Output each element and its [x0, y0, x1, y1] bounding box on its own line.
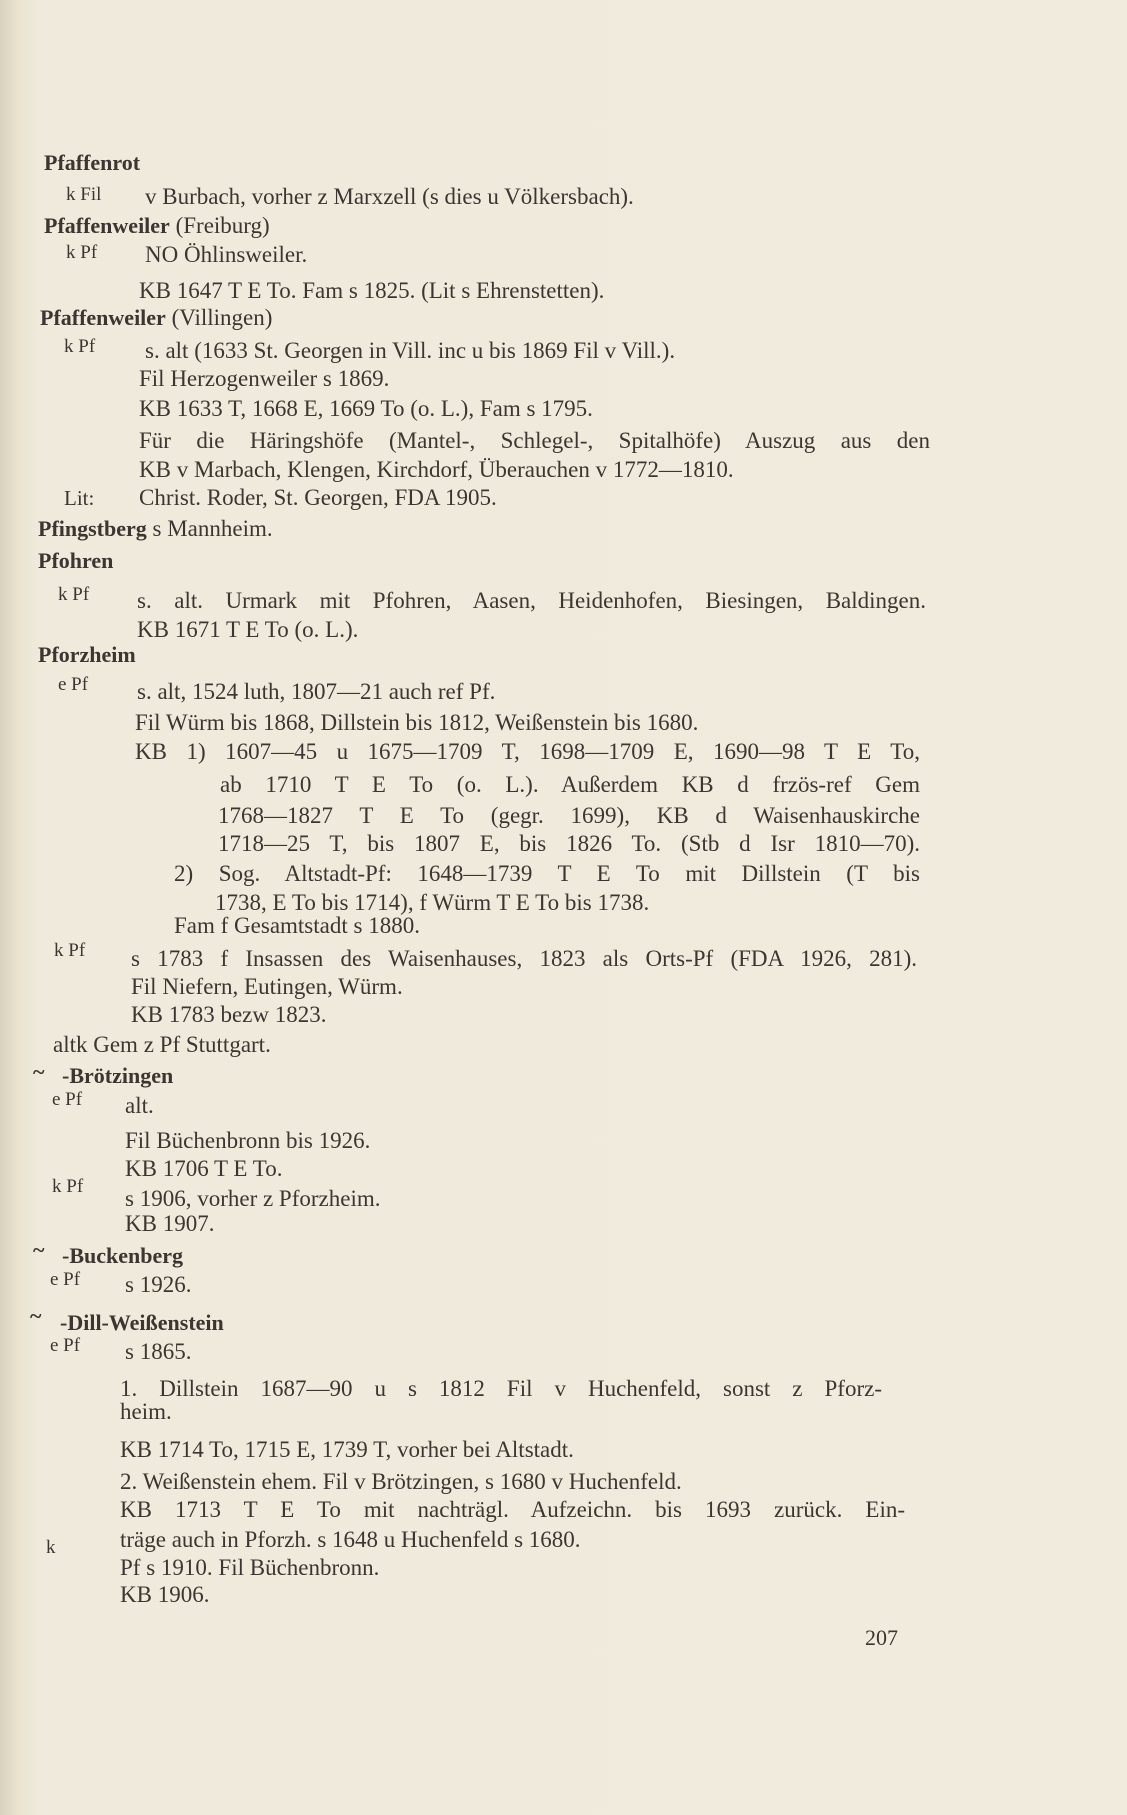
entry-text: s 1926.	[125, 1272, 192, 1297]
entry-text: Fil Niefern, Eutingen, Würm.	[131, 974, 403, 999]
entry-text: Christ. Roder, St. Georgen, FDA 1905.	[139, 485, 497, 510]
entry-text: träge auch in Pforzh. s 1648 u Huchenfeld s 1680.	[120, 1527, 581, 1552]
swung-dash-icon: ~	[33, 1237, 45, 1262]
entry-text: s. alt (1633 St. Georgen in Vill. inc u bis 1869 Fil v Vill.).	[145, 338, 676, 363]
entry-text: KB v Marbach, Klengen, Kirchdorf, Überauchen v 1772—1810.	[139, 457, 734, 482]
entry-text: s 1783 f Insassen des Waisenhauses, 1823 als Orts-Pf (FDA 1926, 281).	[131, 946, 917, 971]
entry-text: s. alt. Urmark mit Pfohren, Aasen, Heidenhofen, Biesingen, Baldingen.	[137, 588, 926, 613]
swung-dash-icon: ~	[33, 1059, 45, 1084]
entry-text: KB 1671 T E To (o. L.).	[137, 617, 359, 642]
entry-heading: Pfaffenweiler	[44, 213, 170, 238]
entry-label: e Pf	[58, 674, 89, 695]
entry-text: KB 1714 To, 1715 E, 1739 T, vorher bei Altstadt.	[120, 1437, 574, 1462]
entry-text: KB 1783 bezw 1823.	[131, 1002, 327, 1027]
entry-text: KB 1) 1607—45 u 1675—1709 T, 1698—1709 E, 1690—98 T E To,	[135, 739, 920, 764]
entry-heading: -Brötzingen	[62, 1063, 174, 1088]
swung-dash-icon: ~	[30, 1303, 42, 1328]
entry-heading: Pforzheim	[38, 642, 136, 667]
entry-text: Pf s 1910. Fil Büchenbronn.	[120, 1555, 380, 1580]
entry-heading-note: (Villingen)	[165, 305, 273, 330]
entry-text: 1718—25 T, bis 1807 E, bis 1826 To. (Stb d Isr 1810—70).	[218, 831, 920, 856]
entry-text: Fil Büchenbronn bis 1926.	[125, 1128, 371, 1153]
entry-text: 1768—1827 T E To (gegr. 1699), KB d Waisenhauskirche	[218, 803, 920, 828]
entry-text: KB 1647 T E To. Fam s 1825. (Lit s Ehrenstetten).	[139, 278, 605, 303]
entry-text: heim.	[120, 1399, 172, 1424]
entry-label: e Pf	[50, 1335, 81, 1356]
entry-text: KB 1907.	[125, 1211, 215, 1236]
entry-label: Lit:	[64, 486, 95, 510]
entry-text: KB 1706 T E To.	[125, 1156, 283, 1181]
entry-heading: Pfohren	[38, 548, 114, 573]
entry-heading: -Buckenberg	[62, 1243, 183, 1268]
entry-text: ab 1710 T E To (o. L.). Außerdem KB d frzös-ref Gem	[220, 772, 920, 797]
entry-label: k Pf	[58, 584, 90, 605]
entry-label: k Fil	[66, 184, 102, 205]
entry-label: k Pf	[66, 242, 98, 263]
entry-label: k Pf	[54, 940, 86, 961]
entry-label: k	[46, 1537, 56, 1558]
entry-heading-note: (Freiburg)	[169, 213, 270, 238]
entry-text: 2. Weißenstein ehem. Fil v Brötzingen, s 1680 v Huchenfeld.	[120, 1469, 682, 1494]
entry-heading: Pfaffenweiler	[40, 305, 166, 330]
entry-text: NO Öhlinsweiler.	[145, 242, 308, 267]
entry-text: s 1906, vorher z Pforzheim.	[125, 1186, 381, 1211]
entry-text: altk Gem z Pf Stuttgart.	[53, 1032, 271, 1057]
entry-text: alt.	[125, 1093, 154, 1118]
entry-text: Für die Häringshöfe (Mantel-, Schlegel-, Spitalhöfe) Auszug aus den	[139, 428, 930, 453]
entry-text: 2) Sog. Altstadt-Pf: 1648—1739 T E To mit Dillstein (T bis	[174, 861, 920, 886]
entry-text: KB 1633 T, 1668 E, 1669 To (o. L.), Fam s 1795.	[139, 396, 593, 421]
entry-text: KB 1906.	[120, 1582, 210, 1607]
entry-text: 1738, E To bis 1714), f Würm T E To bis 1738.	[215, 890, 650, 915]
entry-text: Fam f Gesamtstadt s 1880.	[174, 913, 420, 938]
entry-label: k Pf	[52, 1176, 84, 1197]
entry-text: KB 1713 T E To mit nachträgl. Aufzeichn. bis 1693 zurück. Ein-	[120, 1497, 905, 1522]
entry-label: e Pf	[50, 1269, 81, 1290]
entry-label: k Pf	[64, 336, 96, 357]
page-number: 207	[865, 1625, 898, 1650]
entry-text: s. alt, 1524 luth, 1807—21 auch ref Pf.	[137, 679, 496, 704]
entry-heading: -Dill-Weißenstein	[60, 1310, 224, 1335]
entry-heading-line	[38, 515, 273, 543]
entry-text: Fil Würm bis 1868, Dillstein bis 1812, Weißenstein bis 1680.	[135, 710, 699, 735]
entry-heading-line	[40, 304, 272, 332]
entry-heading-line	[44, 212, 270, 240]
entry-text: 1. Dillstein 1687—90 u s 1812 Fil v Huchenfeld, sonst z Pforz-	[120, 1376, 882, 1401]
entry-text: v Burbach, vorher z Marxzell (s dies u Völkersbach).	[145, 184, 634, 209]
entry-heading-note: s Mannheim.	[146, 516, 273, 541]
entry-text: s 1865.	[125, 1339, 192, 1364]
entry-label: e Pf	[52, 1089, 83, 1110]
entry-text: Fil Herzogenweiler s 1869.	[139, 366, 390, 391]
entry-heading: Pfaffenrot	[44, 150, 141, 175]
entry-heading: Pfingstberg	[38, 516, 147, 541]
